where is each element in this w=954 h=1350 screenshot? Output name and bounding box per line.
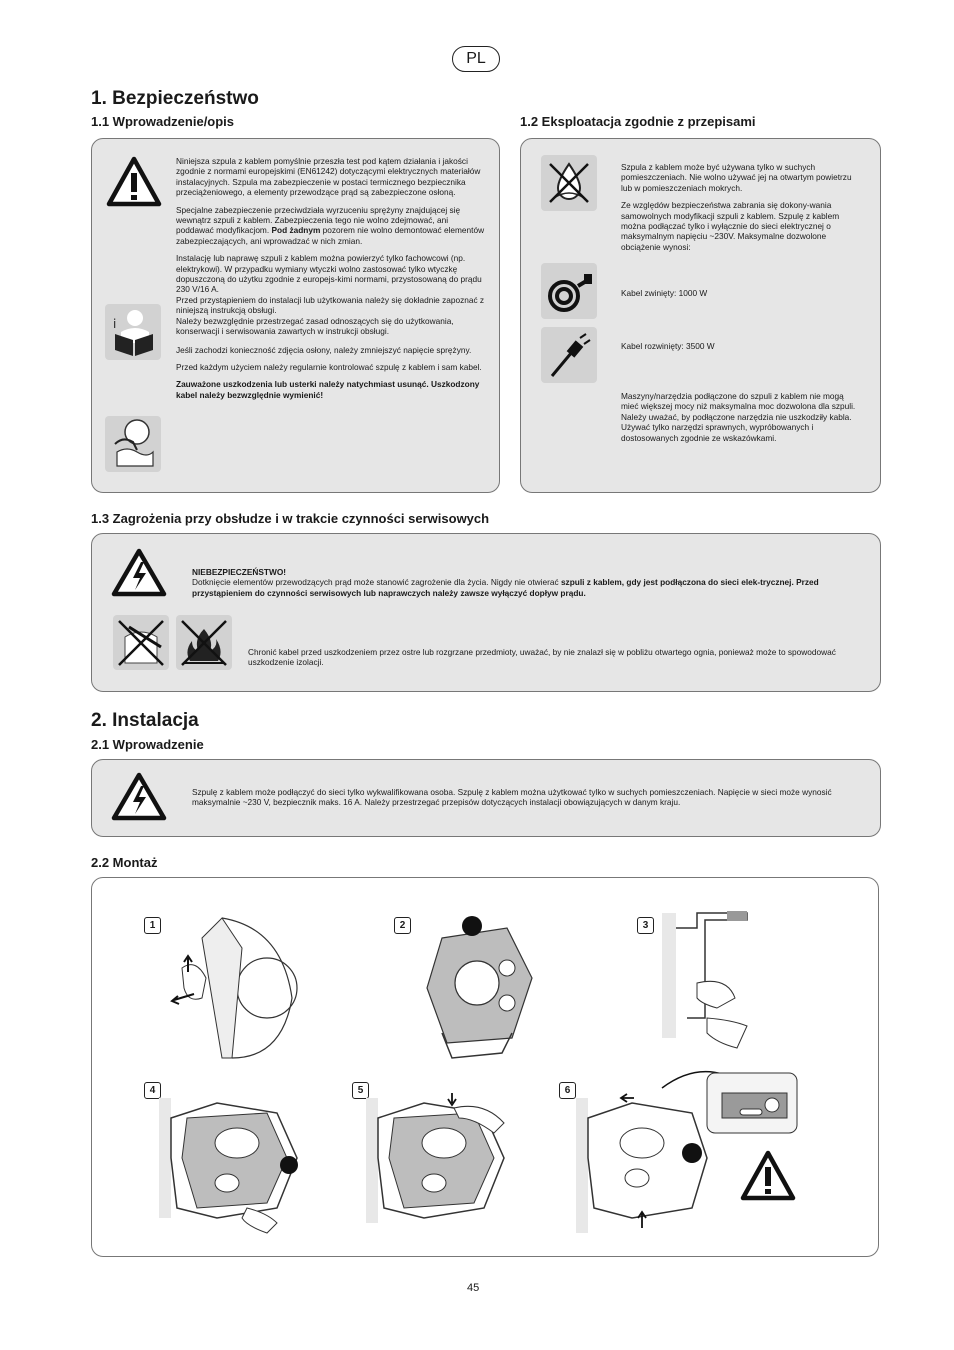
intro-para-2: Specjalne zabezpieczenie przeciwdziała wyrzuceniu sprężyny znajdującej się wewnątrz szpuli z kablem. Zabezpieczenia tego nie wolno zdejmować, ani poddawać modyfikacjom. Pod żadnym pozorem nie wolno demontować elementów zabezpieczających, ani wprowadzać w nich zmian.	[176, 204, 485, 246]
step-2-illustration	[412, 908, 542, 1068]
warning-triangle-icon	[106, 156, 162, 213]
step-number-1: 1	[144, 917, 161, 934]
svg-text:i: i	[113, 317, 117, 331]
step-4-illustration	[157, 1098, 307, 1238]
coiled-cable-icon	[541, 263, 597, 319]
section-title-installation: 2. Instalacja	[91, 710, 199, 731]
step-number-5: 5	[352, 1082, 369, 1099]
step-number-6: 6	[559, 1082, 576, 1099]
intended-use-para-3: Maszyny/narzędzia podłączone do szpuli z kablem nie mogą mieć większej mocy niż maksymalna moc dozwolona dla szpuli. Należy uważać, by podłączone narzędzia nie uszkodziły kabla. Używać tylko narzędzi sprawnych, wypróbowanych i dostosowanych zgodnie ze wskazówkami.	[621, 391, 856, 443]
installation-intro-text: Szpulę z kablem może podłączyć do sieci tylko wykwalifikowana osoba. Szpulę z kablem można użytkować tylko w suchych pomieszczeniach. Napięcie w sieci może wynosić maksymalnie ~230 V, bezpiecznik maks. 16 A. Należy przestrzegać przepisów dotyczących instalacji obowiązujących w danym kraju.	[192, 787, 832, 808]
protect-cable-text: Chronić kabel przed uszkodzeniem przez ostre lub rozgrzane przedmioty, uważać, by nie znalazł się w pobliżu otwartego ognia, ponieważ może to spowodować uszkodzenie izolacji.	[248, 647, 836, 668]
installation-intro-box	[91, 759, 881, 837]
hazards-box	[91, 533, 881, 692]
intro-para-3: Instalację lub naprawę szpuli z kablem można powierzyć tylko fachowcowi (np. elektrykowi). W przypadku wymiany wtyczki wolno zastosować tylko wtyczkę dopuszczoną do użytku zgodnie z europejs-kimi normami, przystosowaną do prądu 230 V/16 A. Przed przystąpieniem do instalacji lub użytkowania należy się dokładnie zapoznać z niniejszą instrukcją obsługi. Należy bezwzględnie przestrzegać zasad odnoszących się do użytkowania, konserwacji i serwisowania zawartych w instrukcji obsługi.	[176, 253, 485, 337]
page-number: 45	[467, 1282, 480, 1294]
electric-hazard-icon	[111, 772, 167, 827]
intended-use-box	[520, 138, 881, 493]
uncoiled-load: Kabel rozwinięty: 3500 W	[621, 341, 715, 351]
step-1-illustration	[162, 908, 302, 1068]
intended-use-para-1: Szpula z kablem może być używana tylko w suchych pomieszczeniach. Nie wolno używać jej na otwartym powietrzu lub w pomieszczeniach mokrych.	[621, 162, 852, 193]
no-fire-icon	[176, 615, 232, 670]
warning-triangle-icon	[740, 1150, 796, 1207]
mounting-box	[91, 877, 879, 1257]
intro-para-1: Niniejsza szpula z kablem pomyślnie przeszła test pod kątem działania i jakości zgodnie z normami europejskimi (EN61242) dotyczącymi elektrycznych materiałów instalacyjnych. Szpula ma zabezpieczenie w postaci termicznego bezpiecznika przeciążeniowego, a elementy przewodzące prąd są zabezpieczone osłoną.	[176, 156, 481, 198]
heading-intro-description: 1.1 Wprowadzenie/opis	[91, 114, 235, 129]
heading-installation-intro: 2.1 Wprowadzenie	[91, 737, 204, 752]
heading-intended-use: 1.2 Eksploatacja zgodnie z przepisami	[520, 114, 756, 129]
intro-para-4: Jeśli zachodzi konieczność zdjęcia osłony, należy zmniejszyć napięcie sprężyny.	[176, 344, 472, 355]
step-5-illustration	[364, 1093, 514, 1238]
read-manual-icon	[105, 304, 161, 360]
danger-text: Dotknięcie elementów przewodzących prąd może stanowić zagrożenie dla życia. Nigdy nie otwierać szpuli z kablem, gdy jest podłączona do sieci elek-trycznej. Przed przystąpieniem do czynności serwisowych lub naprawczych należy zawsze wyłączyć dopływ prądu.	[192, 577, 819, 598]
section-title-safety: 1. Bezpieczeństwo	[91, 88, 259, 109]
coiled-load: Kabel zwinięty: 1000 W	[621, 288, 708, 298]
intro-para-5: Przed każdym użyciem należy regularnie kontrolować szpulę z kablem i sam kabel.	[176, 361, 482, 372]
heading-mounting: 2.2 Montaż	[91, 855, 158, 870]
step-number-4: 4	[144, 1082, 161, 1099]
inspect-reel-icon	[105, 416, 161, 472]
intro-para-6: Zauważone uszkodzenia lub usterki należy natychmiast usunąć. Uszkodzony kabel należy bezwzględnie wymienić!	[176, 379, 480, 400]
danger-title: NIEBEZPIECZEŃSTWO!	[192, 567, 287, 577]
intro-description-box	[91, 138, 500, 493]
plug-icon	[541, 327, 597, 383]
step-3-illustration	[657, 908, 777, 1058]
electric-hazard-icon	[111, 548, 167, 603]
language-badge: PL	[452, 46, 500, 72]
no-sharp-objects-icon	[113, 615, 169, 670]
no-water-icon	[541, 155, 597, 211]
intended-use-para-2: Ze względów bezpieczeństwa zabrania się dokony-wania samowolnych modyfikacji szpuli z kablem. Szpulę z kablem można podłączać tylko i wyłącznie do sieci elektrycznej o maksymalnym napięciu ~230V. Maksymalne dozwolone obciążenie wynosi:	[621, 200, 840, 252]
step-number-3: 3	[637, 917, 654, 934]
heading-hazards: 1.3 Zagrożenia przy obsłudze i w trakcie czynności serwisowych	[91, 511, 490, 526]
step-number-2: 2	[394, 917, 411, 934]
